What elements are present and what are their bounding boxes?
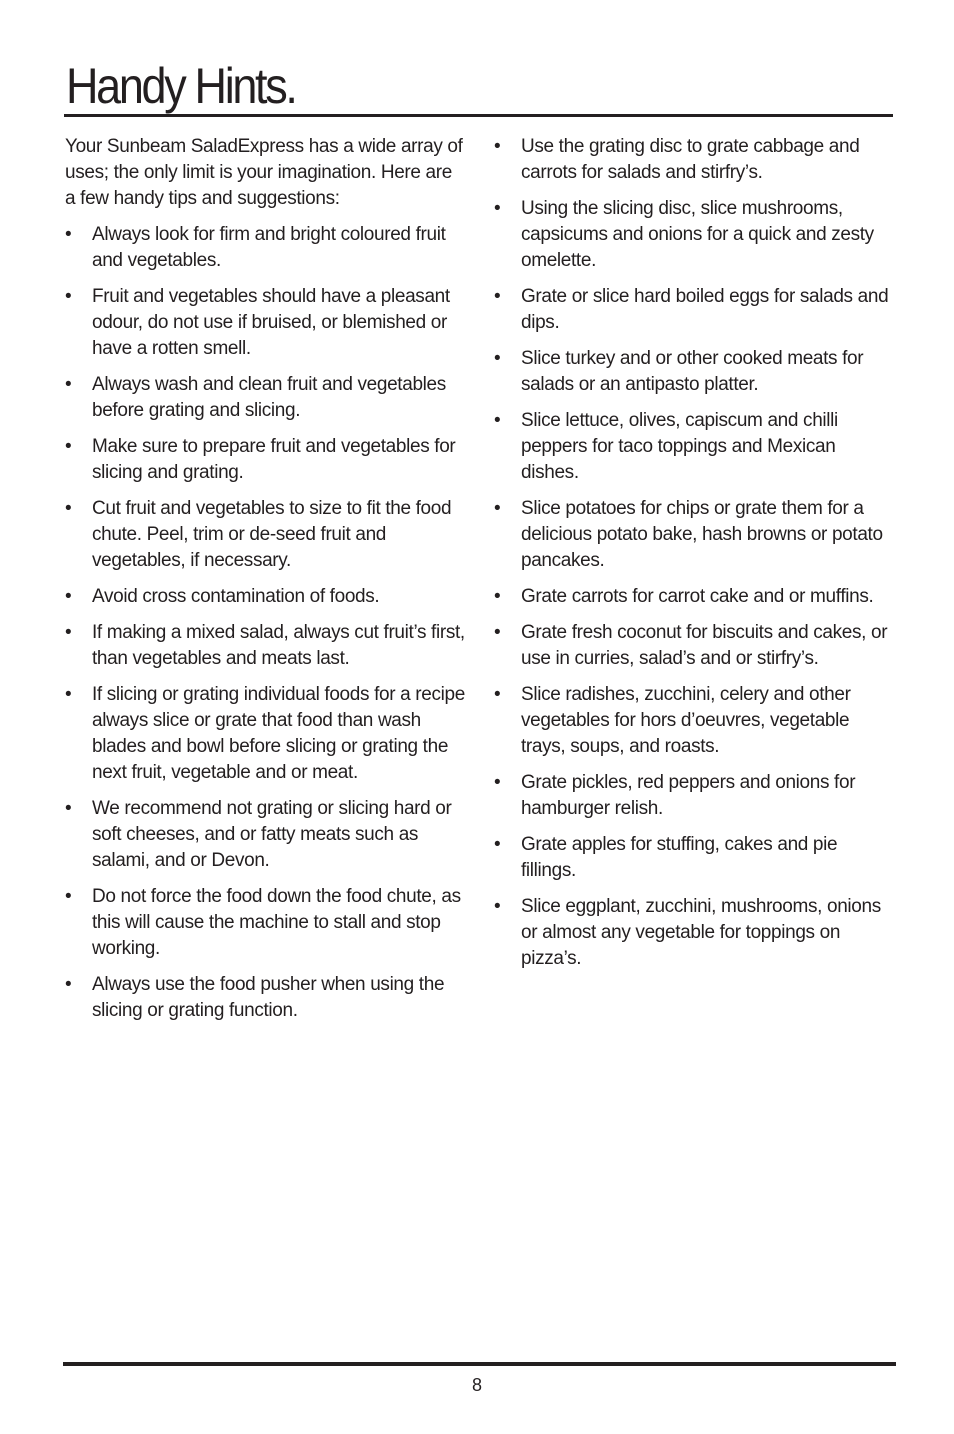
hint-item [494, 134, 894, 186]
hint-item [494, 682, 894, 760]
bullet-dot-icon: • [494, 896, 501, 917]
hint-item [494, 894, 894, 972]
bullet-dot-icon: • [494, 834, 501, 855]
left-hints-list [65, 222, 465, 1024]
hint-item [494, 346, 894, 398]
hint-item [494, 496, 894, 574]
hint-text: Using the slicing disc, slice mushrooms, capsicums and onions for a quick and zesty omelette. [521, 198, 874, 271]
hint-text: Slice radishes, zucchini, celery and other vegetables for hors d’oeuvres, vegetable trays, soups, and roasts. [521, 684, 851, 757]
bullet-dot-icon: • [65, 436, 72, 457]
bullet-dot-icon: • [65, 224, 72, 245]
hint-item [65, 884, 465, 962]
bullet-dot-icon: • [65, 974, 72, 995]
bullet-dot-icon: • [65, 286, 72, 307]
hint-item [494, 584, 894, 610]
hint-text: Make sure to prepare fruit and vegetables for slicing and grating. [92, 436, 456, 483]
hint-item [494, 284, 894, 336]
bullet-dot-icon: • [65, 498, 72, 519]
hint-text: Grate pickles, red peppers and onions for hamburger relish. [521, 772, 856, 819]
hint-text: Slice turkey and or other cooked meats for salads or an antipasto platter. [521, 348, 864, 395]
bullet-dot-icon: • [494, 410, 501, 431]
hint-text: Always wash and clean fruit and vegetables before grating and slicing. [92, 374, 446, 421]
hint-text: Grate fresh coconut for biscuits and cakes, or use in curries, salad’s and or stirfry’s. [521, 622, 888, 669]
hint-item [494, 832, 894, 884]
hint-text: Cut fruit and vegetables to size to fit the food chute. Peel, trim or de-seed fruit and vegetables, if necessary. [92, 498, 452, 571]
hint-text: Do not force the food down the food chute, as this will cause the machine to stall and stop working. [92, 886, 461, 959]
bullet-dot-icon: • [494, 772, 501, 793]
hint-text: If slicing or grating individual foods for a recipe always slice or grate that food than wash blades and bowl before slicing or grating the next fruit, vegetable and or meat. [92, 684, 465, 783]
bullet-dot-icon: • [494, 286, 501, 307]
bullet-dot-icon: • [65, 684, 72, 705]
hint-item [65, 620, 465, 672]
right-hints-list [494, 134, 894, 972]
hint-text: Grate or slice hard boiled eggs for salads and dips. [521, 286, 889, 333]
hint-item [65, 682, 465, 786]
hint-text: Avoid cross contamination of foods. [92, 586, 380, 607]
hint-text: Fruit and vegetables should have a pleasant odour, do not use if bruised, or blemished or have a rotten smell. [92, 286, 450, 359]
bullet-dot-icon: • [65, 622, 72, 643]
hint-item [65, 372, 465, 424]
hint-item [65, 972, 465, 1024]
title-divider [64, 114, 893, 117]
bullet-dot-icon: • [494, 198, 501, 219]
hint-item [494, 408, 894, 486]
hint-item [65, 496, 465, 574]
bullet-dot-icon: • [65, 374, 72, 395]
bullet-dot-icon: • [65, 798, 72, 819]
hint-text: Grate carrots for carrot cake and or muffins. [521, 586, 874, 607]
bullet-dot-icon: • [494, 586, 501, 607]
hint-item [65, 796, 465, 874]
hint-text: We recommend not grating or slicing hard or soft cheeses, and or fatty meats such as salami, and or Devon. [92, 798, 452, 871]
bullet-dot-icon: • [494, 498, 501, 519]
hint-text: Grate apples for stuffing, cakes and pie fillings. [521, 834, 838, 881]
bullet-dot-icon: • [65, 886, 72, 907]
hint-item [494, 196, 894, 274]
hint-text: Use the grating disc to grate cabbage and carrots for salads and stirfry’s. [521, 136, 860, 183]
hint-item [65, 222, 465, 274]
footer-divider [63, 1362, 896, 1366]
hint-item [494, 620, 894, 672]
hint-text: Slice lettuce, olives, capiscum and chilli peppers for taco toppings and Mexican dishes. [521, 410, 838, 483]
hint-text: Always look for firm and bright coloured fruit and vegetables. [92, 224, 446, 271]
bullet-dot-icon: • [65, 586, 72, 607]
bullet-dot-icon: • [494, 136, 501, 157]
right-column [494, 134, 894, 982]
bullet-dot-icon: • [494, 684, 501, 705]
intro-paragraph: Your Sunbeam SaladExpress has a wide array of uses; the only limit is your imagination. Here are a few handy tips and suggestions: [65, 136, 463, 209]
hint-item [65, 434, 465, 486]
page-number: 8 [471, 1375, 482, 1395]
hint-item [65, 584, 465, 610]
hint-text: If making a mixed salad, always cut fruit’s first, than vegetables and meats last. [92, 622, 465, 669]
bullet-dot-icon: • [494, 622, 501, 643]
hint-text: Slice potatoes for chips or grate them for a delicious potato bake, hash browns or potato pancakes. [521, 498, 883, 571]
bullet-dot-icon: • [494, 348, 501, 369]
hint-item [65, 284, 465, 362]
hint-text: Slice eggplant, zucchini, mushrooms, onions or almost any vegetable for toppings on pizza’s. [521, 896, 881, 969]
left-column [65, 134, 465, 1034]
page-title: Handy Hints. [66, 58, 296, 114]
hint-item [494, 770, 894, 822]
hint-text: Always use the food pusher when using the slicing or grating function. [92, 974, 445, 1021]
